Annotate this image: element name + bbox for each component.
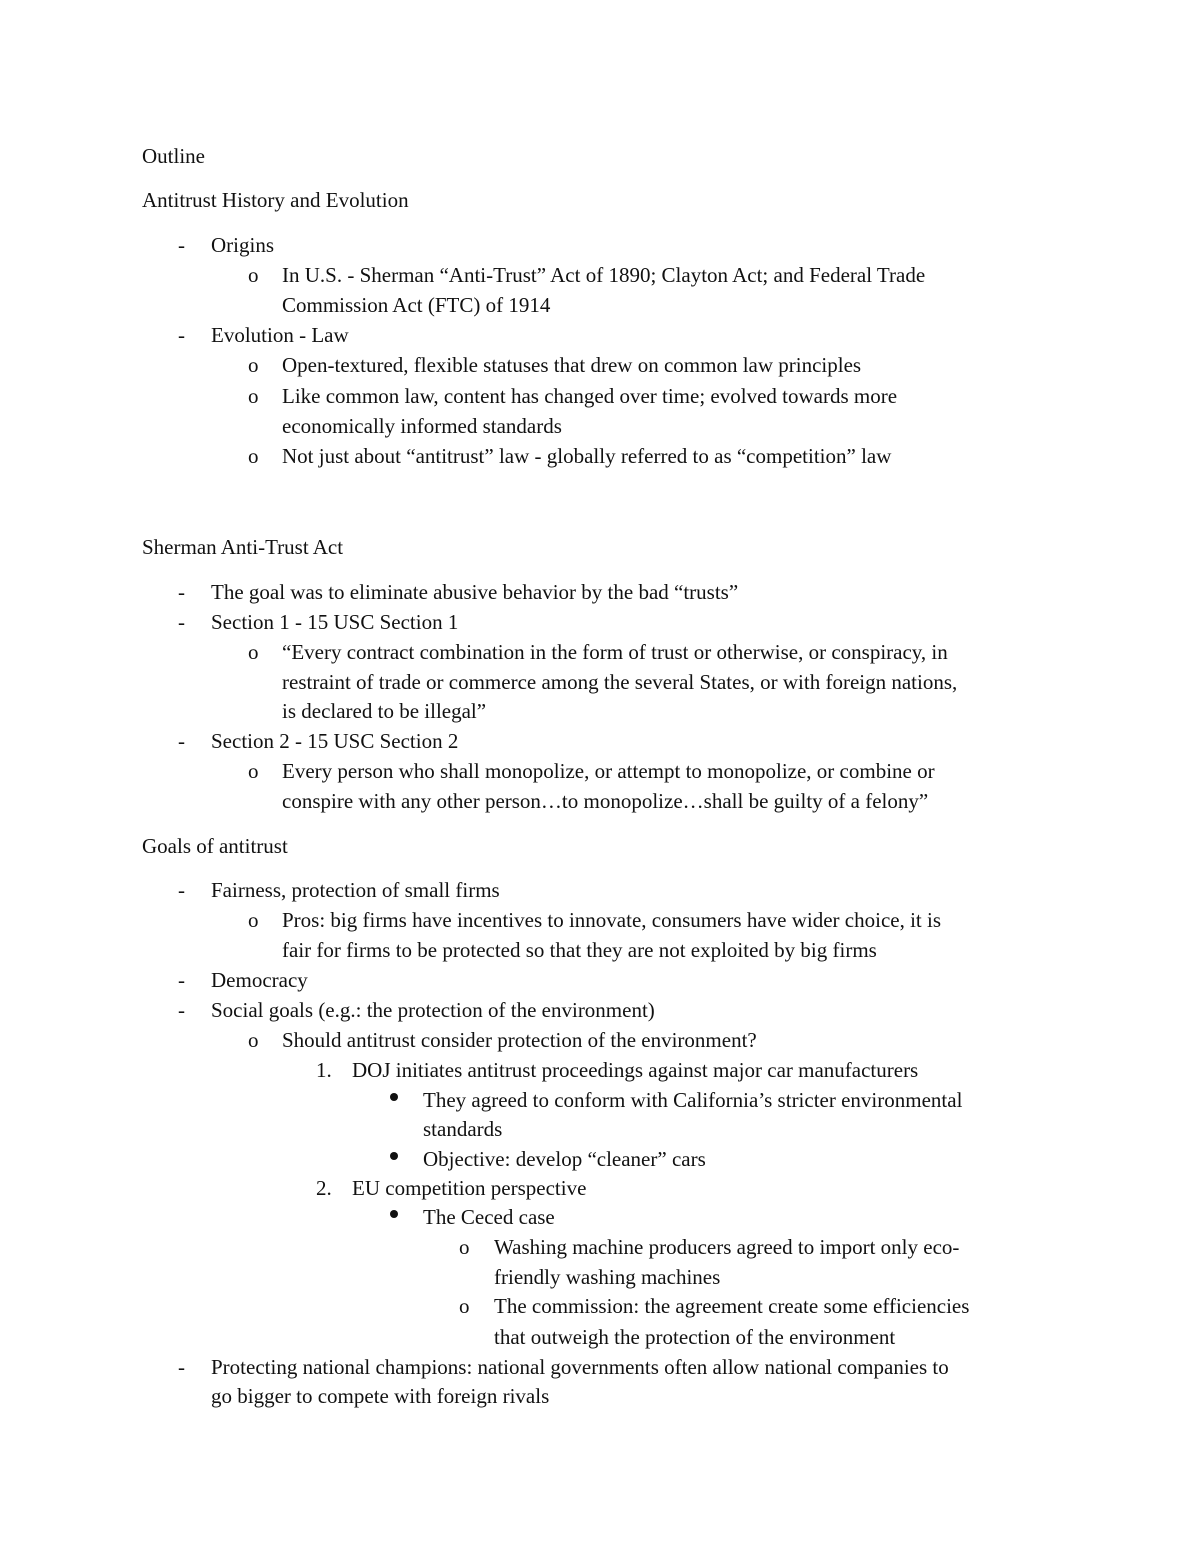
list-item-continued: restraint of trade or commerce among the several States, or with foreign nations,: [282, 670, 958, 694]
list-item: Section 1 - 15 USC Section 1: [211, 610, 459, 634]
list-item-continued: that outweigh the protection of the environment: [494, 1325, 896, 1349]
section-heading-sherman: Sherman Anti-Trust Act: [142, 535, 344, 559]
dash-bullet: -: [178, 878, 185, 902]
section-heading-goals: Goals of antitrust: [142, 834, 288, 858]
circle-bullet: o: [248, 444, 259, 468]
list-item-continued: go bigger to compete with foreign rivals: [211, 1384, 550, 1408]
dash-bullet: -: [178, 998, 185, 1022]
circle-bullet: o: [248, 908, 259, 932]
list-item-continued: economically informed standards: [282, 414, 562, 438]
circle-bullet: o: [248, 263, 259, 287]
circle-bullet: o: [459, 1294, 470, 1318]
list-item: Social goals (e.g.: the protection of the environment): [211, 998, 655, 1022]
circle-bullet: o: [248, 384, 259, 408]
circle-bullet: o: [248, 353, 259, 377]
dash-bullet: -: [178, 968, 185, 992]
filled-bullet: [390, 1210, 398, 1218]
dash-bullet: -: [178, 323, 185, 347]
list-item-continued: fair for firms to be protected so that they are not exploited by big firms: [282, 938, 877, 962]
numbered-marker: 1.: [316, 1058, 332, 1082]
list-item: The commission: the agreement create some efficiencies: [494, 1294, 970, 1318]
circle-bullet: o: [248, 759, 259, 783]
filled-bullet: [390, 1152, 398, 1160]
circle-bullet: o: [459, 1235, 470, 1259]
list-item: Evolution - Law: [211, 323, 349, 347]
list-item: Origins: [211, 233, 274, 257]
list-item: Should antitrust consider protection of the environment?: [282, 1028, 757, 1052]
dash-bullet: -: [178, 729, 185, 753]
list-item: Not just about “antitrust” law - globally referred to as “competition” law: [282, 444, 892, 468]
dash-bullet: -: [178, 233, 185, 257]
dash-bullet: -: [178, 610, 185, 634]
list-item: Pros: big firms have incentives to innovate, consumers have wider choice, it is: [282, 908, 942, 932]
list-item: “Every contract combination in the form of trust or otherwise, or conspiracy, in: [282, 640, 948, 664]
list-item: Like common law, content has changed over time; evolved towards more: [282, 384, 898, 408]
dash-bullet: -: [178, 1355, 185, 1379]
list-item-continued: is declared to be illegal”: [282, 699, 487, 723]
list-item-continued: conspire with any other person…to monopolize…shall be guilty of a felony”: [282, 789, 929, 813]
list-item: They agreed to conform with California’s stricter environmental: [423, 1088, 963, 1112]
list-item: EU competition perspective: [352, 1176, 587, 1200]
list-item-continued: friendly washing machines: [494, 1265, 721, 1289]
list-item: DOJ initiates antitrust proceedings against major car manufacturers: [352, 1058, 919, 1082]
list-item: Protecting national champions: national governments often allow national companies to: [211, 1355, 949, 1379]
list-item-continued: Commission Act (FTC) of 1914: [282, 293, 551, 317]
section-heading-history: Antitrust History and Evolution: [142, 188, 409, 212]
circle-bullet: o: [248, 640, 259, 664]
list-item: Objective: develop “cleaner” cars: [423, 1147, 706, 1171]
list-item: Open-textured, flexible statuses that drew on common law principles: [282, 353, 862, 377]
page-title: Outline: [142, 144, 205, 168]
list-item-continued: standards: [423, 1117, 503, 1141]
dash-bullet: -: [178, 580, 185, 604]
list-item: Democracy: [211, 968, 308, 992]
list-item: Section 2 - 15 USC Section 2: [211, 729, 459, 753]
filled-bullet: [390, 1093, 398, 1101]
numbered-marker: 2.: [316, 1176, 332, 1200]
list-item: In U.S. - Sherman “Anti-Trust” Act of 1890; Clayton Act; and Federal Trade: [282, 263, 926, 287]
list-item: Fairness, protection of small firms: [211, 878, 500, 902]
list-item: Washing machine producers agreed to import only eco-: [494, 1235, 960, 1259]
list-item: Every person who shall monopolize, or attempt to monopolize, or combine or: [282, 759, 935, 783]
circle-bullet: o: [248, 1028, 259, 1052]
list-item: The Ceced case: [423, 1205, 555, 1229]
list-item: The goal was to eliminate abusive behavior by the bad “trusts”: [211, 580, 739, 604]
